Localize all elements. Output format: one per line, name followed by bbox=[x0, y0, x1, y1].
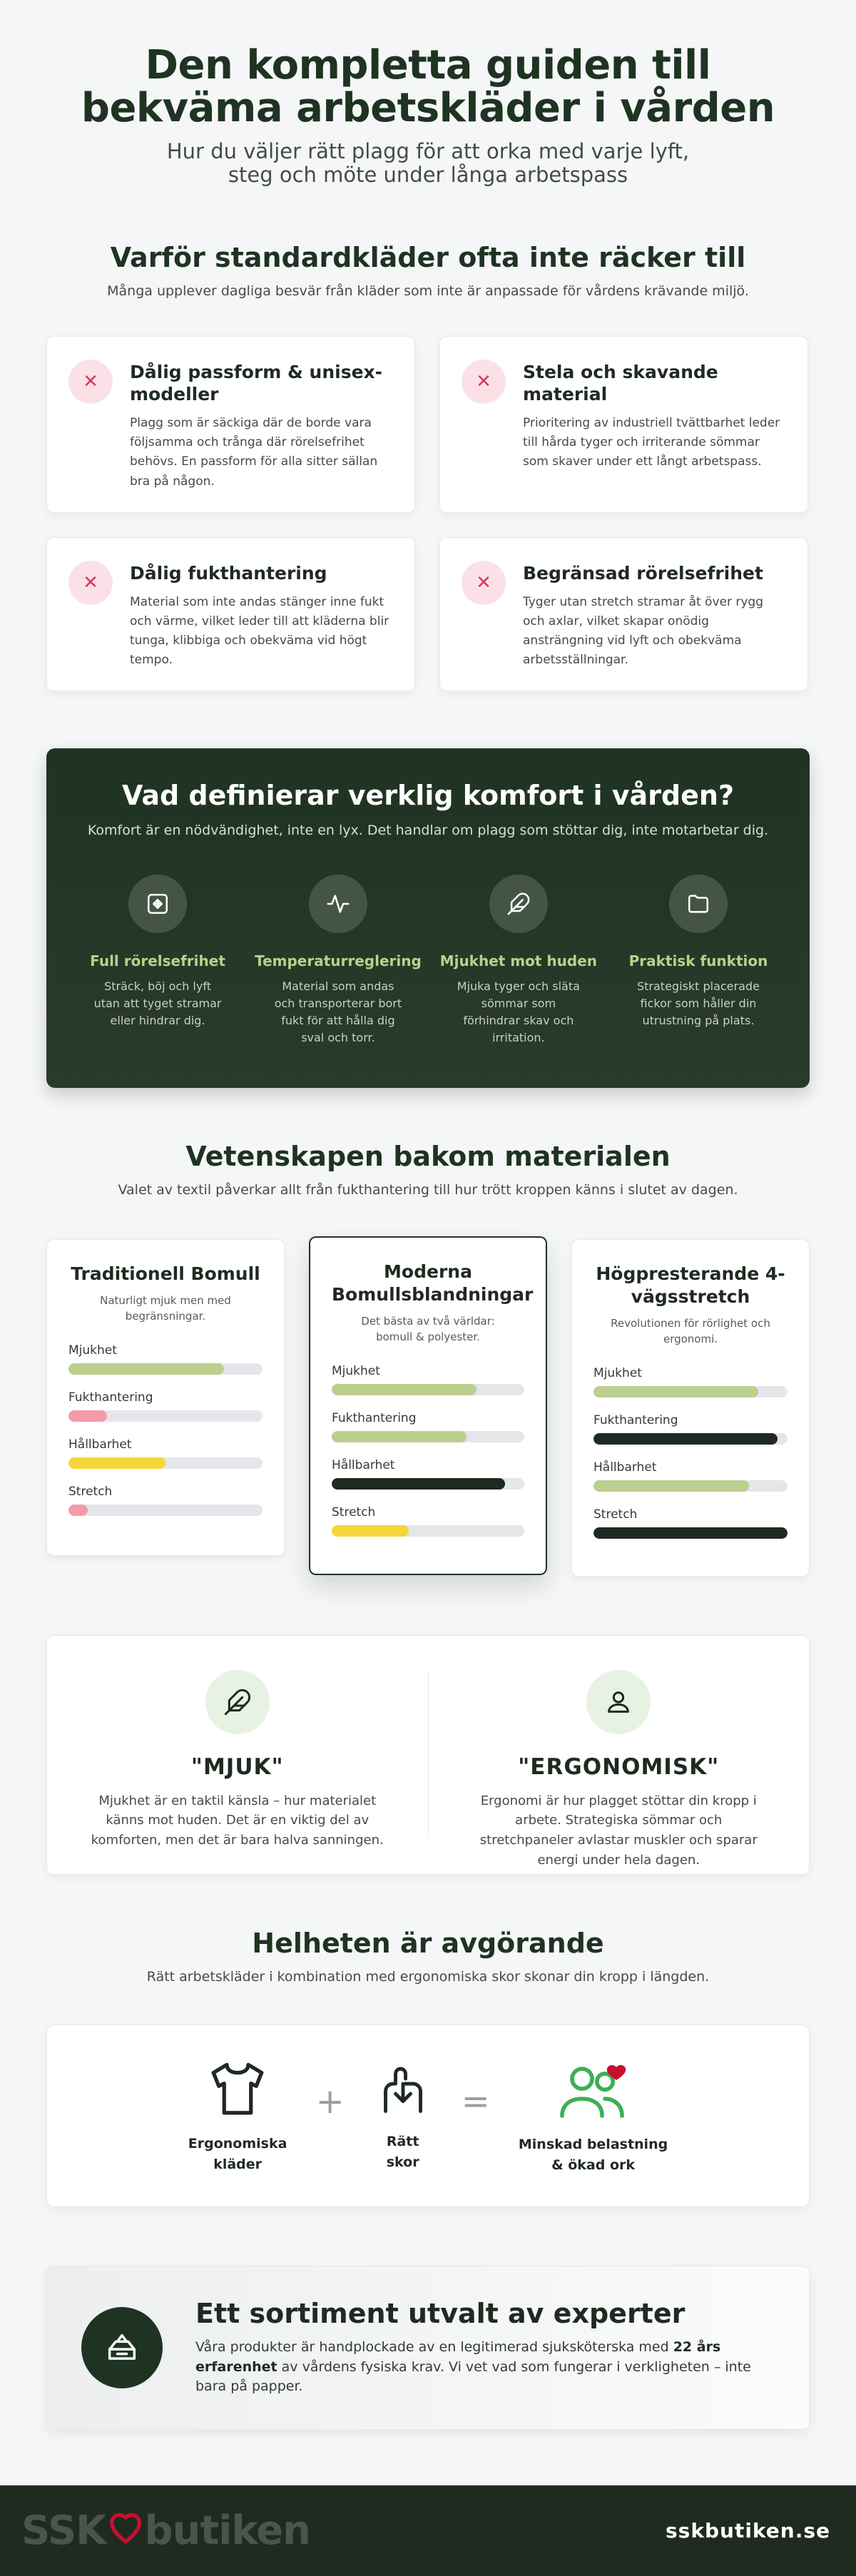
stretch-icon bbox=[128, 875, 187, 933]
x-icon: ✕ bbox=[68, 561, 113, 605]
metric-label: Stretch bbox=[332, 1505, 376, 1519]
metric-bar-fill bbox=[593, 1480, 749, 1492]
problem-card bbox=[439, 537, 808, 691]
pillar-title: Temperaturreglering bbox=[255, 952, 422, 970]
whole-section bbox=[0, 1928, 856, 2207]
science-section bbox=[0, 1141, 856, 1577]
hero bbox=[0, 0, 856, 188]
metric-bar-fill bbox=[332, 1384, 477, 1395]
pillar-text: Material som andas och transporterar bort fukt för att hålla dig sval och torr. bbox=[274, 979, 402, 1045]
metric-bars bbox=[68, 1343, 263, 1516]
definition-ergonomic bbox=[428, 1670, 810, 1868]
problem-card bbox=[439, 336, 808, 513]
material-name: Moderna Bomullsblandningar bbox=[332, 1261, 534, 1305]
pillar-text: Mjuka tyger och släta sömmar som förhindrar skav och irritation. bbox=[457, 979, 580, 1045]
logo-text-right: butiken bbox=[144, 2508, 311, 2554]
pillar bbox=[616, 875, 781, 1047]
metric-bar-track bbox=[593, 1480, 788, 1492]
comfort-title: Vad definierar verklig komfort i vården? bbox=[122, 779, 734, 811]
material-desc: Revolutionen för rörlighet och ergonomi. bbox=[611, 1316, 770, 1345]
metric-row bbox=[332, 1411, 524, 1442]
why-section bbox=[0, 242, 856, 691]
equation-label: skor bbox=[386, 2154, 419, 2170]
page-subtitle: Hur du väljer rätt plagg för att orka med varje lyft, steg och möte under långa arbetspass bbox=[166, 138, 690, 188]
pillar-text: Strategiskt placerade fickor som håller din utrustning på plats. bbox=[636, 979, 760, 1028]
equals-sign: = bbox=[461, 2081, 490, 2122]
pillar-title: Praktisk funktion bbox=[628, 952, 768, 970]
metric-label: Hållbarhet bbox=[68, 1437, 132, 1452]
equation-card bbox=[46, 2025, 810, 2207]
science-subtitle: Valet av textil påverkar allt från fukthantering till hur trött kroppen känns i slutet av dagen. bbox=[118, 1181, 738, 1198]
metric-row bbox=[593, 1366, 788, 1398]
problem-title: Begränsad rörelsefrihet bbox=[523, 562, 763, 584]
comfort-section bbox=[46, 748, 810, 1088]
whole-title: Helheten är avgörande bbox=[252, 1927, 604, 1959]
metric-bars bbox=[332, 1364, 524, 1537]
material-name: Högpresterande 4-vägsstretch bbox=[596, 1263, 785, 1307]
metric-row bbox=[593, 1507, 788, 1539]
science-title: Vetenskapen bakom materialen bbox=[185, 1140, 671, 1172]
problem-grid bbox=[0, 336, 856, 691]
definitions-card bbox=[46, 1635, 810, 1875]
metric-bar-track bbox=[68, 1363, 263, 1375]
metric-bar-fill bbox=[593, 1386, 758, 1398]
metric-label: Mjukhet bbox=[332, 1363, 380, 1378]
heart-icon bbox=[105, 2505, 146, 2557]
equation-label: Minskad belastning bbox=[518, 2137, 668, 2152]
site-link[interactable]: sskbutiken.se bbox=[666, 2519, 830, 2542]
problem-text: Material som inte andas stänger inne fukt och värme, vilket leder till att kläderna blir tunga, klibbiga och obekväma vid högt tempo. bbox=[130, 594, 389, 668]
definition-soft bbox=[47, 1670, 428, 1848]
material-name: Traditionell Bomull bbox=[71, 1263, 260, 1284]
metric-label: Fukthantering bbox=[593, 1412, 678, 1427]
metric-bar-track bbox=[593, 1386, 788, 1398]
footer bbox=[0, 2485, 856, 2576]
expert-card bbox=[46, 2266, 810, 2430]
pillar-title: Mjukhet mot huden bbox=[439, 952, 598, 970]
metric-bar-fill bbox=[68, 1457, 165, 1469]
metric-bar-track bbox=[332, 1384, 524, 1395]
comfort-pillars bbox=[75, 875, 781, 1047]
problem-title: Dålig fukthantering bbox=[130, 562, 327, 584]
metric-bar-track bbox=[68, 1410, 263, 1422]
why-title: Varför standardkläder ofta inte räcker till bbox=[110, 241, 746, 273]
metric-bar-fill bbox=[332, 1478, 505, 1490]
metric-label: Stretch bbox=[593, 1507, 638, 1522]
metric-label: Hållbarhet bbox=[332, 1457, 395, 1472]
problem-title: Stela och skavande material bbox=[523, 361, 718, 404]
metric-label: Fukthantering bbox=[68, 1390, 153, 1405]
person-icon bbox=[586, 1670, 651, 1734]
folder-icon bbox=[669, 875, 728, 933]
material-card bbox=[309, 1236, 547, 1575]
pillar bbox=[436, 875, 601, 1047]
metric-row bbox=[68, 1390, 263, 1422]
metric-label: Stretch bbox=[68, 1484, 113, 1499]
metric-bar-fill bbox=[68, 1363, 224, 1375]
pillar-text: Sträck, böj och lyft utan att tyget stramar eller hindrar dig. bbox=[93, 979, 222, 1028]
pillar-title: Full rörelsefrihet bbox=[90, 952, 225, 970]
box-icon bbox=[81, 2307, 163, 2388]
logo[interactable] bbox=[21, 2505, 310, 2557]
material-card bbox=[46, 1239, 285, 1556]
equation-item bbox=[373, 2059, 433, 2172]
whole-subtitle: Rätt arbetskläder i kombination med ergonomiska skor skonar din kropp i längden. bbox=[146, 1968, 710, 1985]
metric-bar-track bbox=[68, 1505, 263, 1516]
metric-bar-track bbox=[332, 1525, 524, 1537]
title-line-2: bekväma arbetskläder i vården bbox=[81, 84, 775, 131]
logo-text-left: SSK bbox=[21, 2508, 106, 2554]
equation-item bbox=[188, 2057, 287, 2174]
x-icon: ✕ bbox=[462, 360, 506, 404]
experience-highlight: 22 års erfarenhet bbox=[195, 2339, 721, 2375]
metric-bar-fill bbox=[593, 1433, 778, 1445]
metric-bar-track bbox=[593, 1527, 788, 1539]
problem-card bbox=[46, 336, 415, 513]
metric-bar-fill bbox=[68, 1505, 88, 1516]
shirt-icon bbox=[188, 2057, 287, 2124]
equation-label: Ergonomiska bbox=[188, 2136, 287, 2152]
definition-text: Mjukhet är en taktil känsla – hur materialet känns mot huden. Det är en viktig del av komforten, men det är bara halva sanningen. bbox=[91, 1793, 384, 1848]
material-desc: Naturligt mjuk men med begränsningar. bbox=[100, 1293, 231, 1323]
metric-bar-track bbox=[68, 1457, 263, 1469]
shoe-icon bbox=[373, 2059, 433, 2122]
metric-label: Mjukhet bbox=[593, 1365, 642, 1380]
x-icon: ✕ bbox=[462, 561, 506, 605]
metric-bar-track bbox=[332, 1478, 524, 1490]
metric-bar-fill bbox=[593, 1527, 788, 1539]
metric-row bbox=[68, 1343, 263, 1375]
comfort-subtitle: Komfort är en nödvändighet, inte en lyx. Det handlar om plagg som stöttar dig, inte motarbetar dig. bbox=[87, 822, 769, 838]
definition-title: "ERGONOMISK" bbox=[518, 1753, 720, 1780]
metric-bar-fill bbox=[68, 1410, 107, 1422]
plus-sign: + bbox=[315, 2081, 345, 2122]
metric-label: Hållbarhet bbox=[593, 1460, 657, 1475]
equation-label: Rätt bbox=[386, 2134, 419, 2149]
metric-bar-fill bbox=[332, 1525, 409, 1537]
feather-icon bbox=[205, 1670, 270, 1734]
metric-bar-fill bbox=[332, 1431, 467, 1442]
problem-text: Plagg som är säckiga där de borde vara följsamma och trånga där rörelsefrihet behövs. En passform för alla sitter sällan bra på någon. bbox=[130, 416, 378, 489]
pulse-icon bbox=[309, 875, 367, 933]
material-card bbox=[571, 1239, 810, 1577]
metric-label: Fukthantering bbox=[332, 1410, 417, 1425]
problem-text: Prioritering av industriell tvättbarhet leder till hårda tyger och irriterande sömmar som skaver under ett långt arbetspass. bbox=[523, 416, 780, 469]
metric-row bbox=[68, 1485, 263, 1516]
people-heart-icon bbox=[519, 2056, 668, 2124]
definition-title: "MJUK" bbox=[190, 1753, 284, 1780]
metric-row bbox=[332, 1364, 524, 1395]
expert-text: Våra produkter är handplockade av en legitimerad sjuksköterska med 22 års erfarenhet av vårdens fysiska krav. Vi vet vad som fungerar i verkligheten – inte bara på papper. bbox=[195, 2339, 751, 2395]
pillar bbox=[75, 875, 240, 1047]
expert-title: Ett sortiment utvalt av experter bbox=[195, 2298, 686, 2330]
equation-label: & ökad ork bbox=[551, 2157, 636, 2173]
title-line-1: Den kompletta guiden till bbox=[145, 42, 711, 88]
why-subtitle: Många upplever dagliga besvär från kläder som inte är anpassade för vårdens krävande miljö. bbox=[107, 282, 749, 299]
material-desc: Det bästa av två världar: bomull & polyester. bbox=[361, 1314, 495, 1343]
material-cards bbox=[0, 1238, 856, 1577]
metric-row bbox=[68, 1437, 263, 1469]
problem-title: Dålig passform & unisex-modeller bbox=[130, 361, 383, 404]
metric-row bbox=[332, 1505, 524, 1537]
pillar bbox=[255, 875, 422, 1047]
metric-label: Mjukhet bbox=[68, 1343, 117, 1358]
problem-card bbox=[46, 537, 415, 691]
problem-text: Tyger utan stretch stramar åt över rygg och axlar, vilket skapar onödig ansträngning vid lyft och obekväma arbetsställningar. bbox=[523, 594, 763, 668]
metric-row bbox=[593, 1460, 788, 1492]
feather-icon bbox=[489, 875, 548, 933]
metric-bar-track bbox=[593, 1433, 788, 1445]
metric-row bbox=[593, 1413, 788, 1445]
metric-row bbox=[332, 1458, 524, 1490]
definition-text: Ergonomi är hur plagget stöttar din kropp i arbete. Strategiska sömmar och stretchpaneler avlastar muskler och sparar energi under hela dagen. bbox=[479, 1793, 758, 1868]
equation-label: kläder bbox=[213, 2156, 263, 2172]
page-title bbox=[57, 44, 799, 130]
equation-item bbox=[519, 2056, 668, 2175]
x-icon: ✕ bbox=[68, 360, 113, 404]
metric-bar-track bbox=[332, 1431, 524, 1442]
metric-bars bbox=[593, 1366, 788, 1539]
